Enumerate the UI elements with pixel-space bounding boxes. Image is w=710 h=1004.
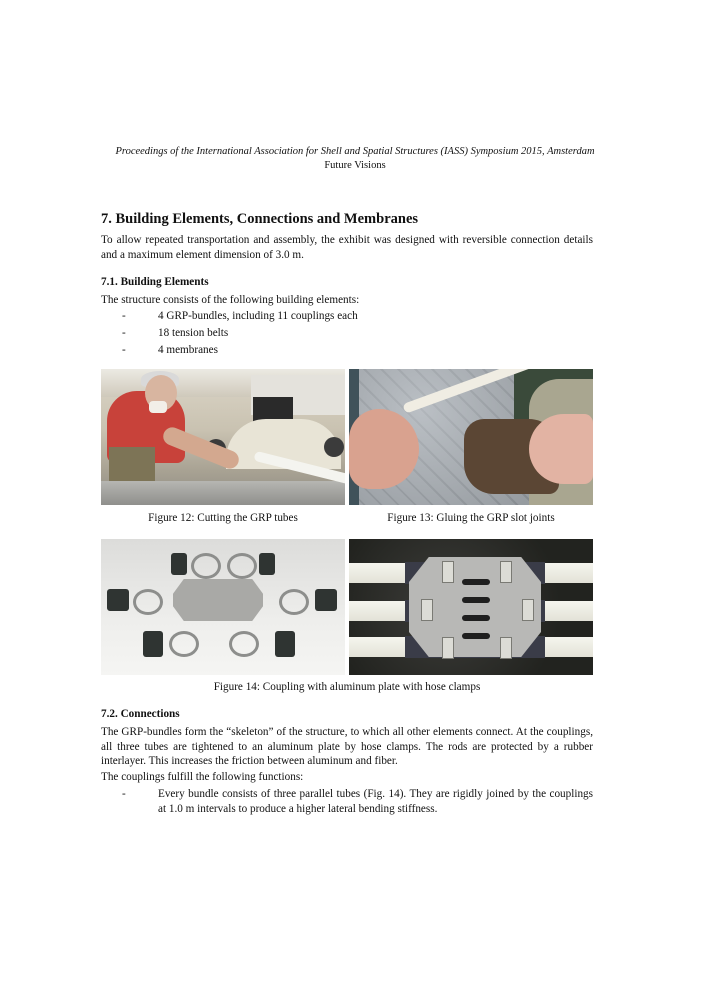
- list-item-text: 4 GRP-bundles, including 11 couplings each: [158, 310, 358, 322]
- figure-12-caption: Figure 12: Cutting the GRP tubes: [148, 512, 298, 524]
- worker-mask: [149, 401, 167, 413]
- section-title: 7. Building Elements, Connections and Membranes: [101, 211, 419, 227]
- building-elements-intro: The structure consists of the following building elements:: [101, 294, 360, 306]
- hose-clamp: [169, 631, 199, 657]
- figure-14-parts-photo: [101, 539, 345, 675]
- running-header: [0, 145, 710, 173]
- list-item: [101, 325, 593, 342]
- figure-13-photo: [349, 369, 593, 505]
- clamp-bolt: [442, 637, 454, 659]
- hose-clamp: [191, 553, 221, 579]
- rubber-pad: [259, 553, 275, 575]
- list-dash: -: [122, 327, 126, 339]
- rubber-pad: [143, 631, 163, 657]
- list-item: [101, 342, 593, 359]
- list-dash: -: [122, 310, 126, 322]
- list-dash: -: [122, 344, 126, 356]
- figure-13-caption: Figure 13: Gluing the GRP slot joints: [387, 512, 555, 524]
- clamp-bolt: [421, 599, 433, 621]
- right-hand: [529, 414, 593, 484]
- clamp-bolt: [500, 637, 512, 659]
- list-item: [101, 308, 593, 325]
- figure-14-assembled-photo: [349, 539, 593, 675]
- saw-wheel: [324, 437, 344, 457]
- plate-slot: [462, 597, 490, 603]
- couplings-functions-list: [101, 787, 593, 816]
- saw-table: [101, 481, 345, 505]
- aluminum-plate: [173, 579, 263, 621]
- hose-clamp: [229, 631, 259, 657]
- clamp-bolt: [522, 599, 534, 621]
- clamp-bolt: [442, 561, 454, 583]
- couplings-functions-intro: The couplings fulfill the following functions:: [101, 771, 304, 783]
- list-item-text: 4 membranes: [158, 344, 218, 356]
- rubber-pad: [315, 589, 337, 611]
- plate-slot: [462, 615, 490, 621]
- list-dash: -: [122, 788, 126, 800]
- hose-clamp: [227, 553, 257, 579]
- figure-12-photo: [101, 369, 345, 505]
- figure-14-caption: Figure 14: Coupling with aluminum plate with hose clamps: [213, 681, 481, 693]
- proceedings-line: Proceedings of the International Association for Shell and Spatial Structures (IASS) Symposium 2015, Amsterdam: [115, 146, 595, 157]
- clamp-bolt: [500, 561, 512, 583]
- conference-subtitle: Future Visions: [324, 160, 386, 171]
- subsection-title-connections: 7.2. Connections: [101, 708, 180, 720]
- hose-clamp: [279, 589, 309, 615]
- hose-clamp: [133, 589, 163, 615]
- section-intro: To allow repeated transportation and assembly, the exhibit was designed with reversible connection details and a maximum element dimension of 3.0 m.: [101, 234, 593, 261]
- connections-paragraph: The GRP-bundles form the “skeleton” of the structure, to which all other elements connect. At the couplings, all three tubes are tightened to an aluminum plate by hose clamps. The rods are protected by a rubber interlayer. This increases the friction between aluminum and fiber.: [101, 726, 593, 767]
- plate-slot: [462, 579, 490, 585]
- subsection-title-building-elements: 7.1. Building Elements: [101, 276, 209, 288]
- rubber-pad: [171, 553, 187, 575]
- rubber-pad: [275, 631, 295, 657]
- list-item-text: 18 tension belts: [158, 327, 229, 339]
- plate-slot: [462, 633, 490, 639]
- building-elements-list: [101, 308, 593, 359]
- rubber-pad: [107, 589, 129, 611]
- list-item-text: Every bundle consists of three parallel tubes (Fig. 14). They are rigidly joined by the couplings at 1.0 m intervals to produce a higher lateral bending stiffness.: [158, 788, 593, 815]
- list-item: [101, 787, 593, 816]
